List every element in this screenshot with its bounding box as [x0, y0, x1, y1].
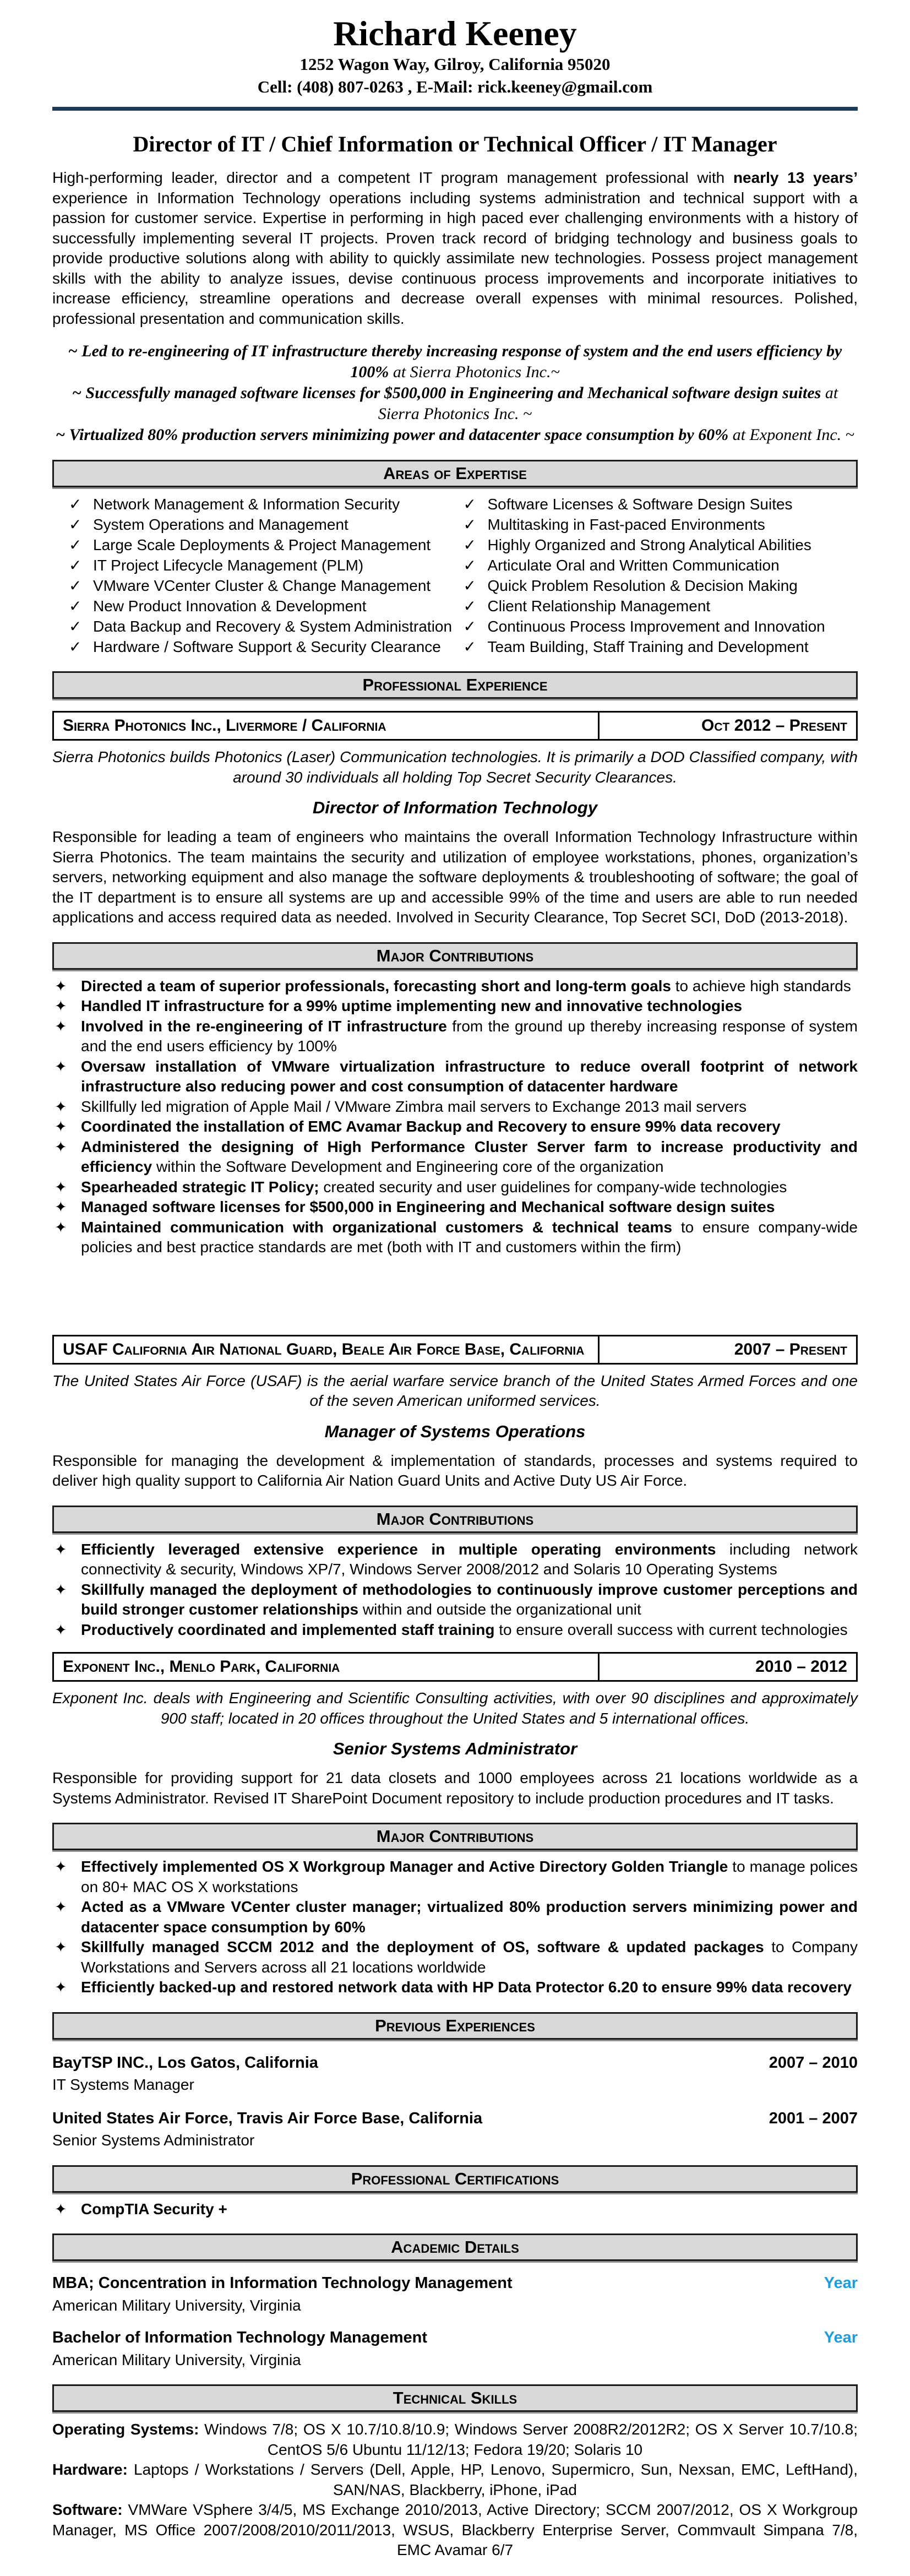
company-dates: 2010 – 2012	[755, 1657, 847, 1676]
checkmark-icon: ✓	[463, 496, 476, 513]
contribution-bold: Administered the designing of High Performance Cluster Server farm to increase productivity and efficiency	[81, 1138, 858, 1175]
contribution-item	[52, 1218, 858, 1258]
company-name: Sierra Photonics Inc., Livermore / California	[54, 713, 600, 739]
star-bullet-icon: ✦	[55, 1581, 67, 1598]
contribution-item	[52, 1540, 858, 1580]
expertise-label: Highly Organized and Strong Analytical Abilities	[487, 536, 811, 553]
degree-year: Year	[824, 2329, 858, 2346]
company-description: The United States Air Force (USAF) is the aerial warfare service branch of the United States Armed Forces and one of the seven American uniformed services.	[52, 1372, 858, 1409]
checkmark-icon: ✓	[69, 496, 82, 513]
job-title: Director of Information Technology	[312, 798, 598, 817]
checkmark-icon: ✓	[463, 597, 476, 615]
contribution-text: to achieve high standards	[671, 977, 851, 994]
contribution-bold: Managed software licenses for $500,000 in Engineering and Mechanical software design suites	[81, 1198, 775, 1215]
checkmark-icon: ✓	[463, 557, 476, 574]
expertise-label: Continuous Process Improvement and Innovation	[487, 618, 825, 635]
school-name: American Military University, Virginia	[52, 2351, 301, 2368]
checkmark-icon: ✓	[69, 557, 82, 574]
section-bar-professional-experience: Professional Experience	[52, 671, 858, 699]
section-bar-previous-experiences: Previous Experiences	[52, 2012, 858, 2040]
highlight-bold: ~ Led to re-engineering of IT infrastructure thereby increasing response of system and the end users efficiency by 100%	[68, 342, 842, 381]
contribution-bold: Efficiently leveraged extensive experience in multiple operating environments	[81, 1540, 716, 1558]
contribution-text: to manage polices on 80+ MAC OS X workstations	[81, 1858, 858, 1895]
company-dates: Oct 2012 – Present	[701, 716, 847, 735]
section-bar-major-contributions: Major Contributions	[52, 1506, 858, 1533]
company-name: Exponent Inc., Menlo Park, California	[54, 1654, 600, 1680]
summary-text: experience in Information Technology operations including systems administration and technical support with a passion for customer service. Expertise in performing in high paced ever challenging environments with a history of successfully implementing several IT projects. Proven track record of bridging technology and business goals to provide productive solutions along with ability to quickly assimilate new technologies. Possess project management skills with the ability to analyze issues, devise continuous process improvements and incorporate initiatives to increase efficiency, streamline operations and decrease overall expenses with minimal resources. Polished, professional presentation and communication skills.	[52, 189, 858, 327]
star-bullet-icon: ✦	[55, 1058, 67, 1075]
checkmark-icon: ✓	[463, 516, 476, 533]
section-bar-technical-skills: Technical Skills	[52, 2384, 858, 2412]
checkmark-icon: ✓	[69, 597, 82, 615]
academic-row	[52, 2328, 858, 2348]
checkmark-icon: ✓	[69, 577, 82, 594]
star-bullet-icon: ✦	[55, 998, 67, 1014]
expertise-item	[464, 535, 858, 555]
star-bullet-icon: ✦	[55, 1199, 67, 1215]
star-bullet-icon: ✦	[55, 1138, 67, 1155]
expertise-item	[69, 514, 464, 535]
highlight-bold: ~ Successfully managed software licenses for $500,000 in Engineering and Mechanical software design suites	[72, 384, 825, 402]
technical-skills-list	[52, 2420, 858, 2561]
checkmark-icon: ✓	[69, 618, 82, 635]
skill-values: Laptops / Workstations / Servers (Dell, Apple, HP, Lenovo, Supermicro, Sun, Nexsan, EMC, LeftHand), SAN/NAS, Blackberry, iPhone, iPad	[134, 2461, 858, 2498]
contact-line: Cell: (408) 807-0263 , E-Mail: rick.keeney@gmail.com	[257, 77, 653, 96]
contribution-bold: Productively coordinated and implemented staff training	[81, 1621, 495, 1638]
skill-category-label: Operating Systems:	[52, 2421, 205, 2438]
expertise-label: Multitasking in Fast-paced Environments	[487, 516, 765, 533]
checkmark-icon: ✓	[69, 638, 82, 655]
highlight-company: at Sierra Photonics Inc.~	[393, 363, 560, 381]
expertise-item	[464, 555, 858, 575]
contribution-item	[52, 996, 858, 1017]
expertise-label: IT Project Lifecycle Management (PLM)	[93, 557, 364, 574]
checkmark-icon: ✓	[69, 536, 82, 553]
company-dates: 2007 – Present	[734, 1340, 847, 1358]
expertise-label: Large Scale Deployments & Project Management	[93, 536, 431, 553]
skill-values: Windows 7/8; OS X 10.7/10.8/10.9; Windows Server 2008R2/2012R2; OS X Server 10.7/10.8; CentOS 5/6 Ubuntu 11/12/13; Fedora 19/20; Solaris 10	[204, 2421, 858, 2458]
section-bar-major-contributions: Major Contributions	[52, 1823, 858, 1850]
contribution-text: created security and user guidelines for company-wide technologies	[319, 1178, 787, 1195]
contribution-text: within the Software Development and Engineering core of the organization	[152, 1158, 664, 1175]
contribution-bold: Directed a team of superior professionals, forecasting short and long-term goals	[81, 977, 671, 994]
contribution-bold: Spearheaded strategic IT Policy;	[81, 1178, 319, 1195]
expertise-item	[69, 494, 464, 514]
expertise-label: Team Building, Staff Training and Development	[487, 638, 809, 655]
expertise-label: New Product Innovation & Development	[93, 597, 367, 615]
company-header-usaf	[52, 1335, 858, 1365]
technical-skill-line	[52, 2420, 858, 2460]
expertise-label: Quick Problem Resolution & Decision Making	[487, 577, 798, 594]
expertise-label: Software Licenses & Software Design Suites	[487, 496, 793, 513]
job-responsibility: Responsible for leading a team of engineers who maintains the overall Information Technology Infrastructure within Sierra Photonics. The team maintains the security and utilization of employee workstations, phones, organization’s servers, networking equipment and also manage the software deployments & troubleshooting of software; the goal of the IT department is to ensure all systems are up and accessible 99% of the time and users are able to run needed applications and access required data as needed. Involved in Security Clearance, Top Secret SCI, DoD (2013-2018).	[52, 828, 858, 926]
degree-year: Year	[824, 2274, 858, 2292]
expertise-label: Articulate Oral and Written Communication	[487, 557, 780, 574]
previous-experience	[52, 2108, 858, 2151]
summary-text: High-performing leader, director and a competent IT program management professional with	[52, 169, 733, 186]
company-name: USAF California Air National Guard, Beale Air Force Base, California	[54, 1336, 600, 1363]
contribution-item	[52, 1057, 858, 1097]
highlight-company: at Exponent Inc. ~	[732, 426, 854, 444]
contribution-text: to ensure overall success with current technologies	[494, 1621, 848, 1638]
previous-experience-list	[52, 2053, 858, 2151]
contribution-text: from the ground up thereby increasing response of system and the end users efficiency by 100%	[81, 1017, 858, 1055]
highlight-company: at Sierra Photonics Inc. ~	[378, 384, 838, 423]
job-responsibility: Responsible for providing support for 21 data closets and 1000 employees across 21 locations worldwide as a Systems Administrator. Revised IT SharePoint Document repository to include production procedures and IT tasks.	[52, 1769, 858, 1807]
contribution-item	[52, 1857, 858, 1897]
contribution-bold: Maintained communication with organizational customers & technical teams	[81, 1218, 672, 1236]
star-bullet-icon: ✦	[55, 1219, 67, 1236]
contribution-item	[52, 1177, 858, 1198]
summary-paragraph	[52, 168, 858, 329]
star-bullet-icon: ✦	[55, 1979, 67, 1996]
contribution-bold: Handled IT infrastructure for a 99% uptime implementing new and innovative technologies	[81, 997, 743, 1014]
expertise-item	[464, 514, 858, 535]
previous-dates: 2007 – 2010	[769, 2053, 858, 2072]
summary-bold: nearly 13 years’	[733, 169, 858, 186]
star-bullet-icon: ✦	[55, 1858, 67, 1875]
expertise-item	[464, 494, 858, 514]
contribution-list	[52, 1540, 858, 1640]
contribution-text: Skillfully led migration of Apple Mail / VMware Zimbra mail servers to Exchange 2013 mail servers	[81, 1097, 747, 1115]
star-bullet-icon: ✦	[55, 1939, 67, 1955]
academic-entry	[52, 2273, 858, 2316]
expertise-label: Network Management & Information Security	[93, 496, 400, 513]
contribution-bold: Coordinated the installation of EMC Avamar Backup and Recovery to ensure 99% data recovery	[81, 1118, 781, 1135]
company-header-exponent	[52, 1652, 858, 1682]
contribution-item	[52, 1937, 858, 1977]
technical-skill-line	[52, 2500, 858, 2561]
contribution-text: including network connectivity & security, Windows XP/7, Windows Server 2008/2012 and Solaris 10 Operating Systems	[81, 1540, 858, 1578]
star-bullet-icon: ✦	[55, 1541, 67, 1558]
certification-list	[52, 2199, 858, 2220]
certification-label: CompTIA Security +	[81, 2200, 227, 2218]
star-bullet-icon: ✦	[55, 1118, 67, 1135]
contribution-list	[52, 1857, 858, 1998]
expertise-label: System Operations and Management	[93, 516, 348, 533]
school-name: American Military University, Virginia	[52, 2296, 301, 2314]
skill-values: VMWare VSphere 3/4/5, MS Exchange 2010/2013, Active Directory; SCCM 2007/2012, OS X Workgroup Manager, MS Office 2007/2008/2010/2011/2013, WSUS, Blackberry Enterprise Server, Commvault Simpana 7/8, EMC Avamar 6/7	[52, 2501, 858, 2558]
contribution-item	[52, 1097, 858, 1117]
expertise-label: Hardware / Software Support & Security Clearance	[93, 638, 441, 655]
job-responsibility: Responsible for managing the development & implementation of standards, processes and systems required to deliver high quality support to California Air Nation Guard Units and Active Duty US Air Force.	[52, 1452, 858, 1489]
previous-experience-row	[52, 2053, 858, 2073]
contribution-text: to Company Workstations and Servers across all 21 locations worldwide	[81, 1938, 858, 1976]
page-break-gap	[52, 1258, 858, 1323]
checkmark-icon: ✓	[463, 638, 476, 655]
expertise-item	[464, 637, 858, 657]
highlight-quote	[52, 425, 858, 445]
contribution-bold: Efficiently backed-up and restored network data with HP Data Protector 6.20 to ensure 99% data recovery	[81, 1979, 852, 1996]
highlight-quote	[52, 341, 858, 383]
company-header-sierra	[52, 711, 858, 741]
checkmark-icon: ✓	[69, 516, 82, 533]
star-bullet-icon: ✦	[55, 1018, 67, 1035]
expertise-item	[69, 535, 464, 555]
contribution-bold: Skillfully managed the deployment of methodologies to continuously improve customer perceptions and build stronger customer relationships	[81, 1580, 858, 1618]
technical-skill-line	[52, 2460, 858, 2500]
contribution-item	[52, 1137, 858, 1177]
highlight-bold: ~ Virtualized 80% production servers minimizing power and datacenter space consumption by 60%	[56, 426, 733, 444]
contribution-bold: Involved in the re-engineering of IT infrastructure	[81, 1017, 447, 1035]
star-bullet-icon: ✦	[55, 1098, 67, 1115]
contribution-item	[52, 1017, 858, 1057]
star-bullet-icon: ✦	[55, 1178, 67, 1195]
checkmark-icon: ✓	[463, 536, 476, 553]
address-line: 1252 Wagon Way, Gilroy, California 95020	[299, 55, 611, 74]
previous-company: United States Air Force, Travis Air Force Base, California	[52, 2109, 483, 2127]
headline-title: Director of IT / Chief Information or Technical Officer / IT Manager	[133, 132, 777, 156]
skill-category-label: Software:	[52, 2501, 128, 2518]
job-title: Manager of Systems Operations	[324, 1421, 586, 1441]
expertise-column-left	[69, 494, 464, 657]
checkmark-icon: ✓	[463, 577, 476, 594]
highlight-quote	[52, 383, 858, 425]
section-bar-major-contributions: Major Contributions	[52, 942, 858, 970]
contribution-item	[52, 1197, 858, 1218]
expertise-label: Client Relationship Management	[487, 597, 711, 615]
contribution-item	[52, 1977, 858, 1998]
expertise-item	[464, 596, 858, 616]
expertise-item	[69, 637, 464, 657]
previous-company: BayTSP INC., Los Gatos, California	[52, 2053, 318, 2072]
company-description: Sierra Photonics builds Photonics (Laser) Communication technologies. It is primarily a DOD Classified company, with around 30 individuals all holding Top Secret Security Clearances.	[52, 748, 858, 786]
contribution-list	[52, 976, 858, 1258]
contribution-item	[52, 1897, 858, 1937]
contribution-item	[52, 1620, 858, 1640]
contribution-bold: Acted as a VMware VCenter cluster manager; virtualized 80% production servers minimizing power and datacenter space consumption by 60%	[81, 1898, 858, 1936]
contribution-bold: Effectively implemented OS X Workgroup Manager and Active Directory Golden Triangle	[81, 1858, 728, 1875]
star-bullet-icon: ✦	[55, 977, 67, 994]
contribution-item	[52, 976, 858, 997]
expertise-item	[69, 616, 464, 637]
checkmark-icon: ✓	[463, 618, 476, 635]
star-bullet-icon: ✦	[55, 2200, 67, 2218]
expertise-column-right	[464, 494, 858, 657]
section-bar-areas-of-expertise: Areas of Expertise	[52, 460, 858, 487]
section-bar-professional-certifications: Professional Certifications	[52, 2165, 858, 2193]
expertise-item	[69, 555, 464, 575]
academic-list	[52, 2273, 858, 2370]
previous-dates: 2001 – 2007	[769, 2109, 858, 2127]
skill-category-label: Hardware:	[52, 2461, 134, 2478]
previous-experience	[52, 2053, 858, 2095]
expertise-item	[464, 616, 858, 637]
previous-experience-row	[52, 2108, 858, 2129]
academic-entry	[52, 2328, 858, 2370]
company-description: Exponent Inc. deals with Engineering and Scientific Consulting activities, with over 90 disciplines and approximately 900 staff; located in 20 offices throughout the United States and 5 international offices.	[52, 1689, 858, 1727]
expertise-item	[69, 596, 464, 616]
contribution-bold: Oversaw installation of VMware virtualization infrastructure to reduce overall footprint of network infrastructure also reducing power and cost consumption of datacenter hardware	[81, 1057, 858, 1095]
divider-rule	[52, 107, 858, 111]
expertise-item	[464, 575, 858, 596]
certification-item	[52, 2199, 858, 2220]
job-title: Senior Systems Administrator	[333, 1739, 577, 1758]
previous-role: Senior Systems Administrator	[52, 2132, 255, 2149]
section-bar-academic-details: Academic Details	[52, 2233, 858, 2261]
star-bullet-icon: ✦	[55, 1899, 67, 1915]
highlight-quotes	[52, 341, 858, 445]
contribution-item	[52, 1117, 858, 1137]
contribution-bold: Skillfully managed SCCM 2012 and the deployment of OS, software & updated packages	[81, 1938, 764, 1955]
expertise-label: VMware VCenter Cluster & Change Management	[93, 577, 431, 594]
degree-title: MBA; Concentration in Information Technology Management	[52, 2274, 513, 2292]
star-bullet-icon: ✦	[55, 1621, 67, 1638]
person-name: Richard Keeney	[333, 14, 577, 53]
expertise-item	[69, 575, 464, 596]
contribution-item	[52, 1580, 858, 1620]
expertise-grid	[69, 494, 858, 657]
academic-row	[52, 2273, 858, 2294]
contribution-text: within and outside the organizational unit	[358, 1601, 641, 1618]
degree-title: Bachelor of Information Technology Management	[52, 2329, 428, 2346]
expertise-label: Data Backup and Recovery & System Administration	[93, 618, 453, 635]
contribution-text: to ensure company-wide policies and best practice standards are met (both with IT and customers within the firm)	[81, 1218, 858, 1256]
previous-role: IT Systems Manager	[52, 2076, 194, 2093]
